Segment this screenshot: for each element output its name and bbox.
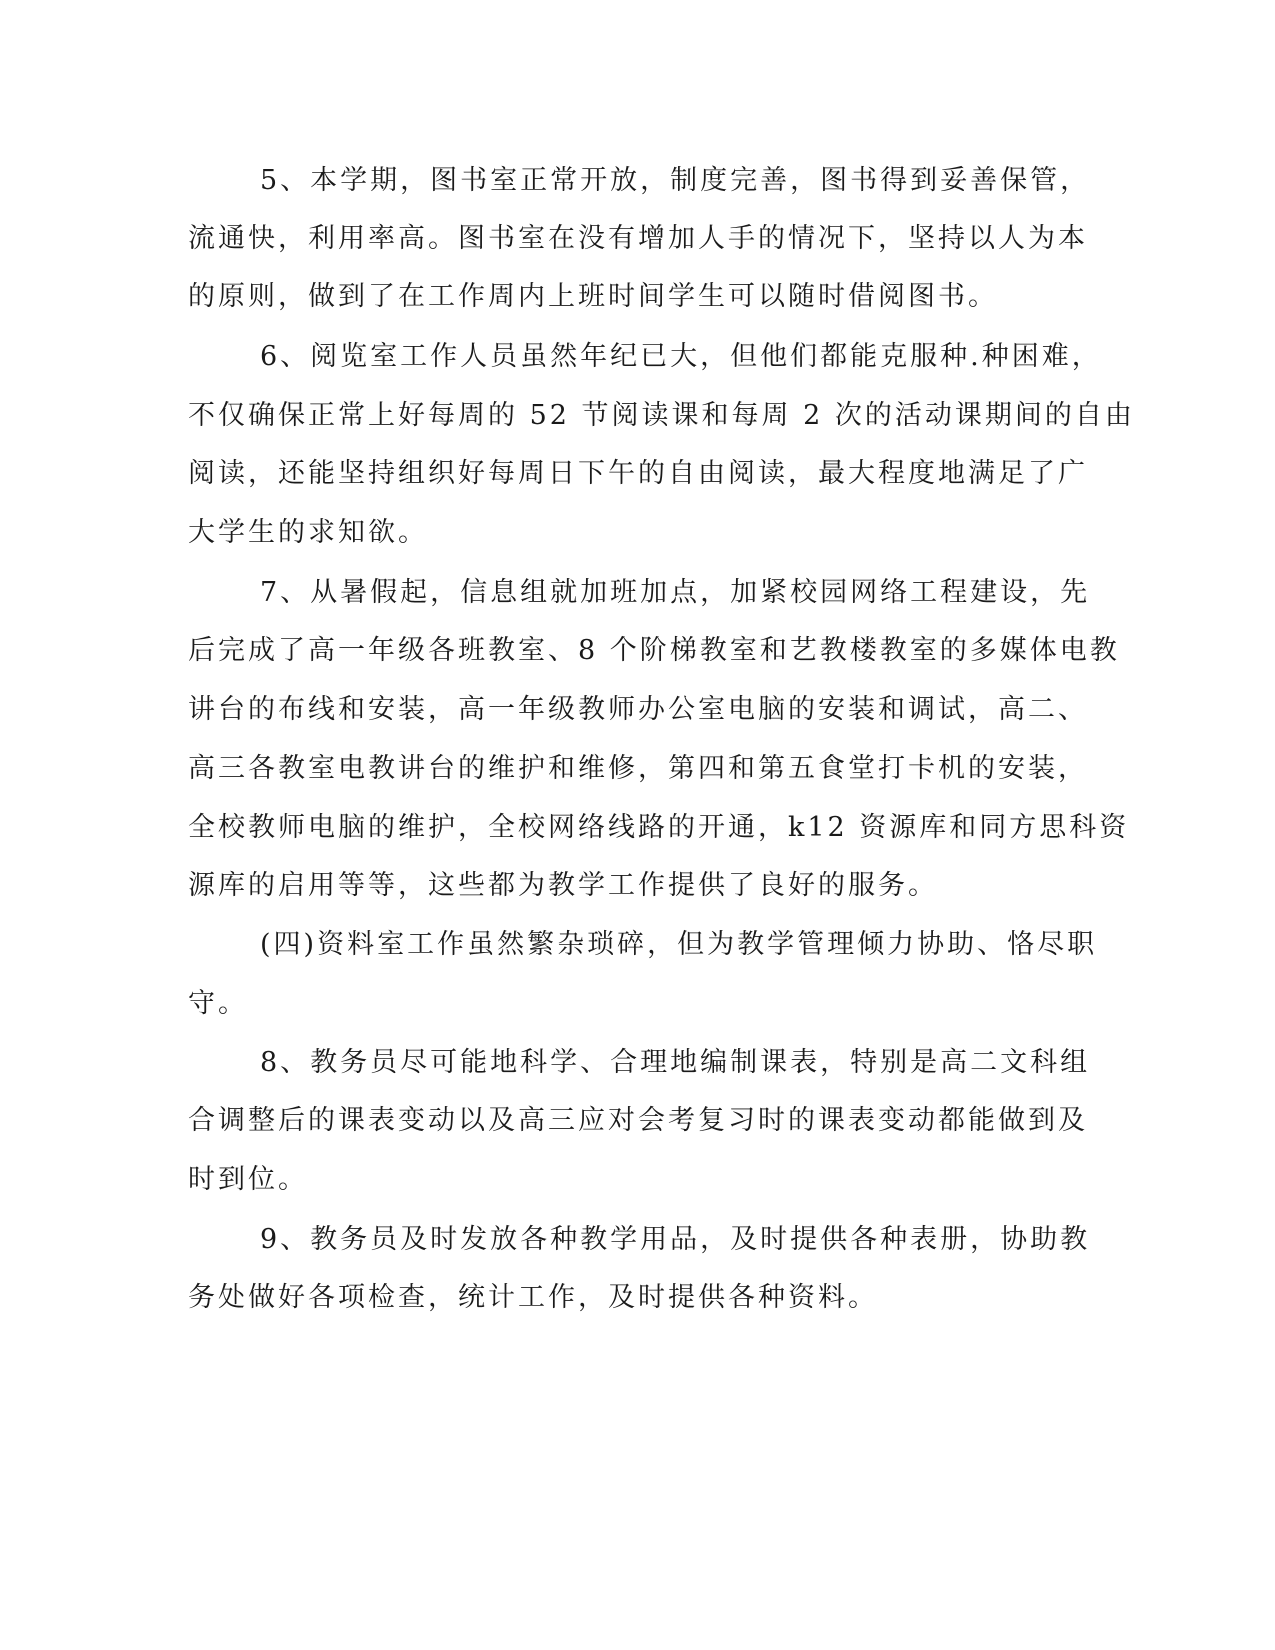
- text-line-20: 务处做好各项检查，统计工作，及时提供各种资料。: [188, 1282, 878, 1313]
- text-line-9: 后完成了高一年级各班教室、8 个阶梯教室和艺教楼教室的多媒体电教: [188, 635, 1120, 666]
- text-line-7: 大学生的求知欲。: [188, 517, 428, 548]
- text-line-8: 7、从暑假起，信息组就加班加点，加紧校园网络工程建设，先: [260, 577, 1091, 608]
- text-line-12: 全校教师电脑的维护，全校网络线路的开通，k12 资源库和同方思科资: [188, 812, 1130, 843]
- text-line-17: 合调整后的课表变动以及高三应对会考复习时的课表变动都能做到及: [188, 1105, 1088, 1136]
- text-line-2: 流通快，利用率高。图书室在没有增加人手的情况下，坚持以人为本: [188, 223, 1088, 254]
- text-line-16: 8、教务员尽可能地科学、合理地编制课表，特别是高二文科组: [260, 1047, 1091, 1078]
- text-line-11: 高三各教室电教讲台的维护和维修，第四和第五食堂打卡机的安装，: [188, 753, 1088, 784]
- text-line-14: (四)资料室工作虽然繁杂琐碎，但为教学管理倾力协助、恪尽职: [260, 929, 1098, 960]
- text-line-18: 时到位。: [188, 1164, 308, 1195]
- text-line-15: 守。: [188, 988, 248, 1019]
- text-line-3: 的原则，做到了在工作周内上班时间学生可以随时借阅图书。: [188, 281, 998, 312]
- text-line-6: 阅读，还能坚持组织好每周日下午的自由阅读，最大程度地满足了广: [188, 458, 1088, 489]
- text-line-19: 9、教务员及时发放各种教学用品，及时提供各种表册，协助教: [260, 1224, 1091, 1255]
- text-line-1: 5、本学期，图书室正常开放，制度完善，图书得到妥善保管，: [260, 165, 1091, 196]
- text-line-5: 不仅确保正常上好每周的 52 节阅读课和每周 2 次的活动课期间的自由: [188, 400, 1135, 431]
- text-line-10: 讲台的布线和安装，高一年级教师办公室电脑的安装和调试，高二、: [188, 694, 1088, 725]
- text-line-13: 源库的启用等等，这些都为教学工作提供了良好的服务。: [188, 870, 938, 901]
- text-line-4: 6、阅览室工作人员虽然年纪已大，但他们都能克服种.种困难，: [260, 341, 1102, 372]
